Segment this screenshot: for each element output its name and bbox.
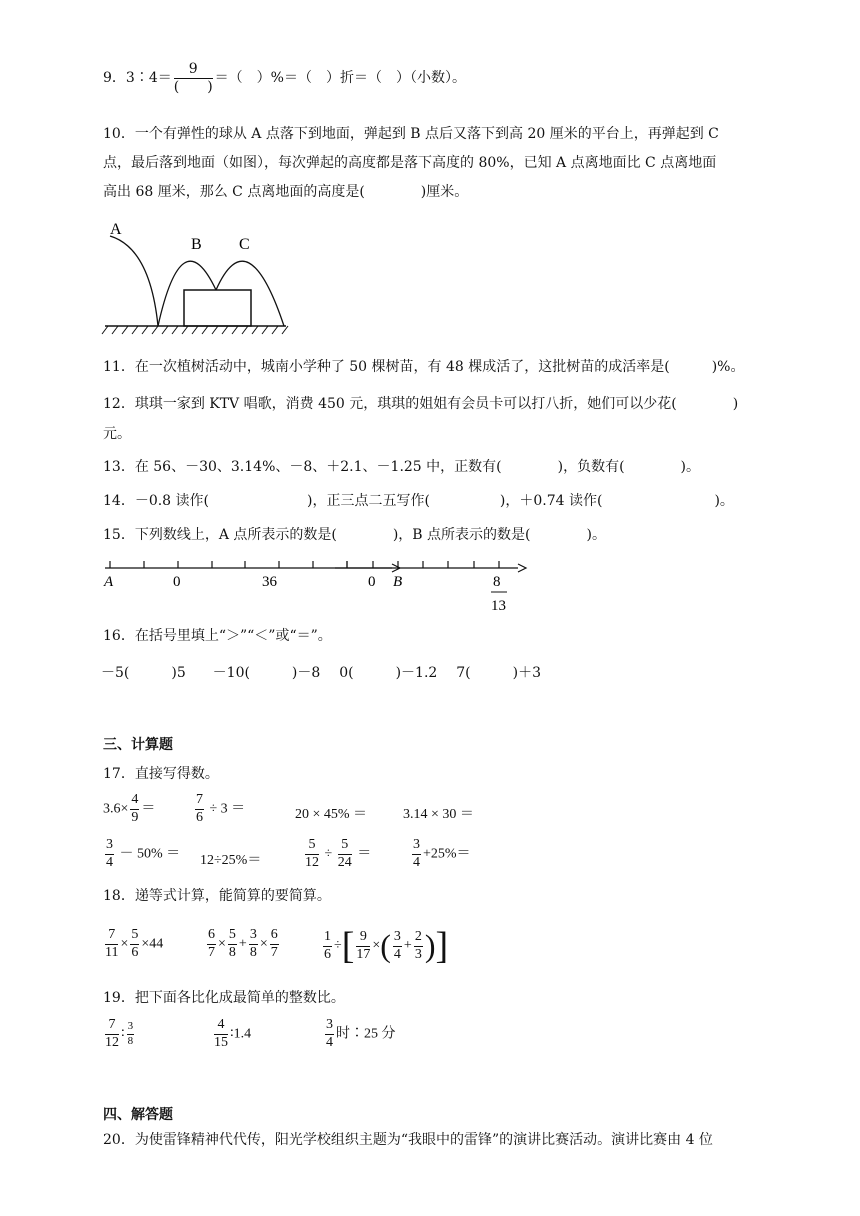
- question-16-items: －5( )5 －10( )－8 0( )－1.2 7( )＋3: [101, 665, 541, 681]
- q19-item-1: $\frac{7}{12}$ ∶ $\frac{3}{8}$: [105, 1017, 134, 1050]
- ground-hatching: [102, 326, 288, 334]
- bounce-figure: [100, 218, 300, 336]
- bounce-arc-c: [216, 261, 284, 326]
- number-line-1: [103, 561, 403, 590]
- q18-expr-2: $\frac{6}{7}$ × $\frac{5}{8}$ + $\frac{3}{8}$ × $\frac{6}{7}$: [208, 927, 278, 960]
- question-16-title: 16．在括号里填上“＞”“＜”或“＝”。: [103, 628, 332, 644]
- q17-row2-b: 12÷25%＝: [200, 853, 262, 868]
- q18-expr-1: $\frac{7}{11}$ × $\frac{5}{6}$ ×44: [105, 927, 164, 960]
- q17-row2-a: $\frac{3}{4}$ － 50% ＝: [106, 837, 181, 870]
- point-c-label: C: [239, 236, 250, 253]
- question-9: 9．3∶4＝ $\frac{9}{( )}$ ＝（ ）%＝（ ）折＝（ ）（小数）。: [103, 60, 466, 95]
- question-11: 11．在一次植树活动中，城南小学种了 50 棵树苗，有 48 棵成活了，这批树苗的成活率是( )%。: [103, 359, 745, 375]
- platform: [184, 290, 251, 326]
- question-13: 13．在 56、－30、3.14%、－8、＋2.1、－1.25 中，正数有( )，负数有( )。: [103, 459, 701, 475]
- point-a-label: A: [110, 221, 122, 238]
- number-lines: [100, 556, 530, 618]
- number-line-2: [335, 561, 526, 614]
- point-b-label: B: [191, 236, 202, 253]
- question-19-title: 19．把下面各比化成最简单的整数比。: [103, 990, 345, 1006]
- line1-zero: 0: [173, 574, 181, 590]
- question-18-title: 18．递等式计算，能简算的要简算。: [103, 888, 331, 904]
- question-10: 10．一个有弹性的球从 A 点落下到地面，弹起到 B 点后又落下到高 20 厘米的平台上，再弹起到 C 点，最后落到地面（如图），每次弹起的高度都是落下高度的 80%，已知 A 点离地面比 C 点离地面 高出 68 厘米，那么 C 点离地面的高度是( )厘米。: [103, 126, 719, 200]
- line1-point-a: A: [104, 574, 114, 590]
- line2-frac-num: 8: [493, 574, 501, 590]
- q17-row1-d: 3.14 × 30 ＝: [403, 807, 474, 822]
- q19-item-3: $\frac{3}{4}$ 时∶25 分: [326, 1017, 396, 1050]
- q17-row1-c: 20 × 45% ＝: [295, 807, 368, 822]
- question-12: 12．琪琪一家到 KTV 唱歌，消费 450 元，琪琪的姐姐有会员卡可以打八折，她们可以少花( ) 元。: [103, 396, 739, 442]
- question-15: 15．下列数线上，A 点所表示的数是( )，B 点所表示的数是( )。: [103, 527, 606, 543]
- question-20: 20．为使雷锋精神代代传，阳光学校组织主题为“我眼中的雷锋”的演讲比赛活动。演讲比赛由 4 位: [103, 1132, 713, 1148]
- q17-row1-a: 3.6× $\frac{4}{9}$ ＝: [103, 792, 156, 825]
- q17-row1-b: $\frac{7}{6}$ ÷ 3 ＝: [196, 792, 246, 825]
- q18-expr-3: $\frac{1}{6}$ ÷[ $\frac{9}{17}$ ×( $\frac{3}{4}$ + $\frac{2}{3}$ )]: [324, 925, 449, 967]
- fraction-9-blank: $\frac{9}{( )}$: [173, 60, 213, 95]
- section-3-heading: 三、计算题: [103, 737, 173, 753]
- question-14: 14．－0.8 读作( )，正三点二五写作( )，＋0.74 读作( )。: [103, 493, 734, 509]
- q19-item-2: $\frac{4}{15}$ ∶1.4: [214, 1017, 252, 1050]
- q17-row2-c: $\frac{5}{12}$ ÷ $\frac{5}{24}$ ＝: [305, 837, 372, 870]
- line2-frac-den: 13: [491, 598, 506, 614]
- bounce-arc-b: [158, 261, 216, 326]
- section-4-heading: 四、解答题: [103, 1107, 173, 1123]
- line2-zero: 0: [368, 574, 376, 590]
- q17-row2-d: $\frac{3}{4}$ +25%＝: [413, 837, 471, 870]
- question-17-title: 17．直接写得数。: [103, 766, 219, 782]
- line2-point-b: B: [393, 574, 403, 590]
- drop-arc-a: [110, 236, 158, 326]
- line1-value: 36: [262, 574, 277, 590]
